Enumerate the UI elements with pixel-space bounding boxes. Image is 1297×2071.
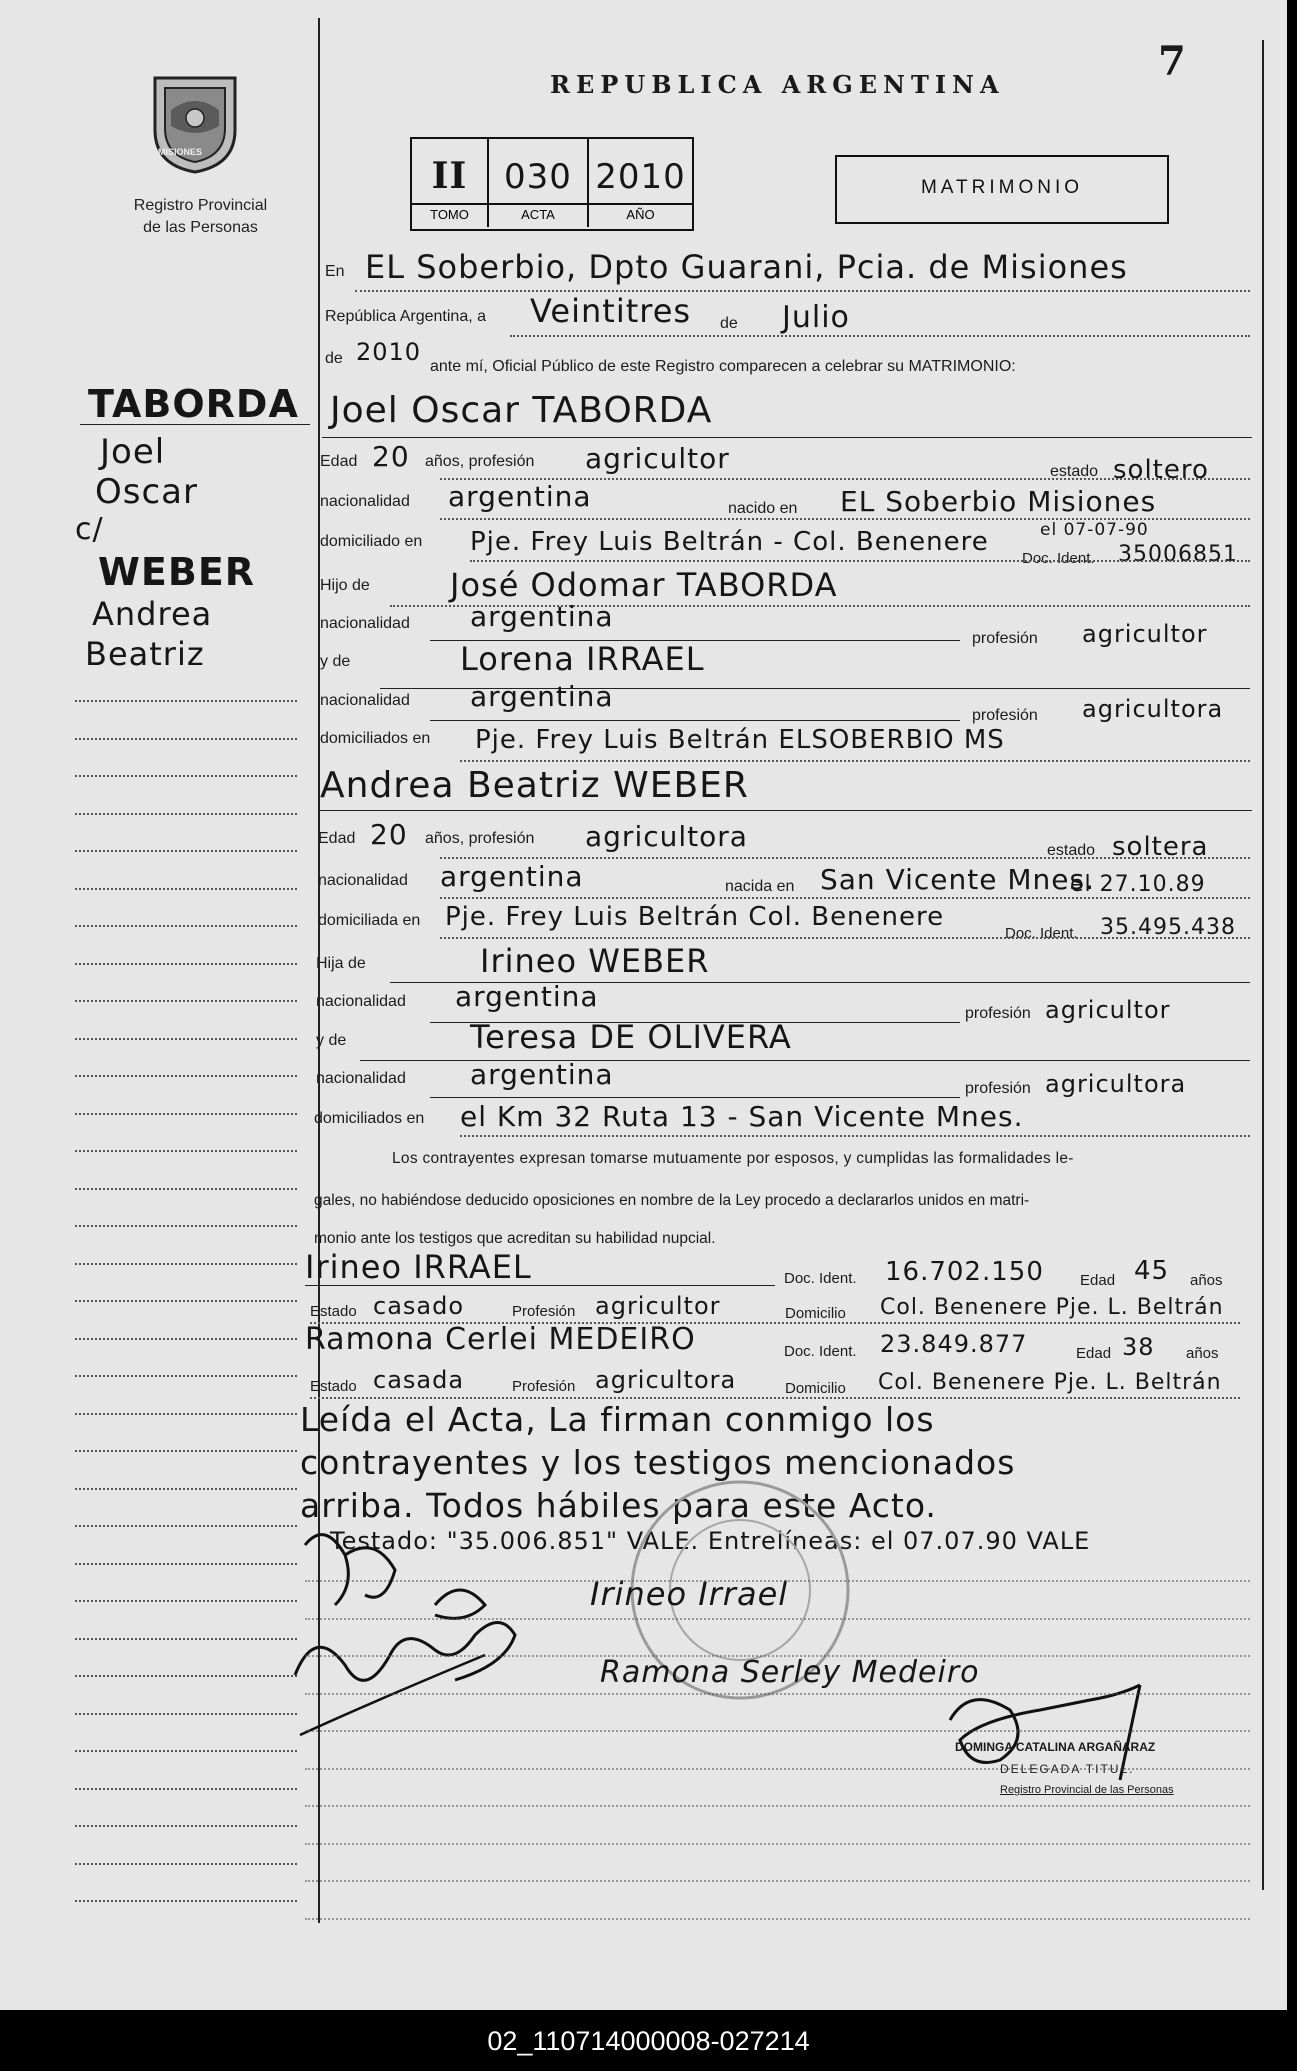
bride-edad-label: Edad bbox=[318, 830, 356, 847]
margin-dotted-line bbox=[75, 1225, 297, 1227]
de-label: de bbox=[720, 315, 738, 332]
bride-address: Pje. Frey Luis Beltrán Col. Benenere bbox=[445, 902, 945, 932]
witness1-doc: 16.702.150 bbox=[885, 1257, 1044, 1287]
groom-profession: agricultor bbox=[585, 442, 730, 475]
tomo-value: II bbox=[431, 155, 468, 197]
body-dotted-line bbox=[305, 1655, 1250, 1657]
witness1-anos-label: años bbox=[1190, 1272, 1223, 1289]
margin-dotted-line bbox=[75, 1113, 297, 1115]
groom-mother-prof-label: profesión bbox=[972, 707, 1038, 724]
bride-mother-prof-label: profesión bbox=[965, 1080, 1031, 1097]
month: Julio bbox=[782, 300, 850, 335]
witness1-edad-label: Edad bbox=[1080, 1272, 1116, 1289]
bride-status: soltera bbox=[1112, 832, 1209, 862]
groom-nationality: argentina bbox=[448, 480, 592, 513]
en-label: En bbox=[325, 263, 345, 280]
body-dotted-line bbox=[305, 1768, 1250, 1770]
body-dotted-line bbox=[305, 1618, 1250, 1620]
margin-dotted-line bbox=[75, 963, 297, 965]
act-type-box bbox=[835, 155, 1169, 224]
bride-doms-label: domiciliados en bbox=[314, 1110, 425, 1127]
witness2-age: 38 bbox=[1122, 1333, 1155, 1361]
day: Veintitres bbox=[530, 292, 692, 330]
groom-doms-label: domiciliados en bbox=[320, 730, 431, 747]
bride-yde-label: y de bbox=[316, 1032, 347, 1049]
intro-text: ante mí, Oficial Público de este Registro comparecen a celebrar su MATRIMONIO: bbox=[430, 358, 1016, 375]
witness2-doc-label: Doc. Ident. bbox=[784, 1343, 857, 1360]
tomo-label: TOMO bbox=[430, 207, 469, 222]
bride-father-prof-label: profesión bbox=[965, 1005, 1031, 1022]
witness1-prof-label: Profesión bbox=[512, 1303, 576, 1320]
closing-line-4: Testado: "35.006.851" VALE. Entrelíneas: el 07.07.90 VALE bbox=[330, 1527, 1091, 1555]
margin-dotted-line bbox=[75, 700, 297, 702]
witness2-estado-label: Estado bbox=[310, 1378, 357, 1395]
witness1-signature: Irineo Irrael bbox=[590, 1575, 789, 1613]
margin-dotted-line bbox=[75, 1863, 297, 1865]
witness2-address: Col. Benenere Pje. L. Beltrán bbox=[878, 1370, 1222, 1395]
witness2-dom-label: Domicilio bbox=[785, 1380, 846, 1397]
margin-dotted-line bbox=[75, 738, 297, 740]
groom-address: Pje. Frey Luis Beltrán - Col. Benenere bbox=[470, 527, 989, 557]
groom-birthdate: el 07-07-90 bbox=[1040, 520, 1149, 540]
margin-dotted-line bbox=[75, 1300, 297, 1302]
bride-mother-profession: agricultora bbox=[1045, 1070, 1187, 1098]
bride-mother-nac-label: nacionalidad bbox=[316, 1070, 406, 1087]
margin-dotted-line bbox=[75, 1413, 297, 1415]
seal-text: MISIONES bbox=[158, 147, 203, 157]
groom-father-nationality: argentina bbox=[470, 600, 614, 633]
year-written: 2010 bbox=[356, 338, 422, 366]
margin-surname-1: TABORDA bbox=[88, 382, 299, 426]
body-dotted-line bbox=[305, 1918, 1250, 1920]
registry-name: Registro Provincial de las Personas bbox=[133, 197, 268, 236]
place: EL Soberbio, Dpto Guarani, Pcia. de Misiones bbox=[365, 248, 1128, 286]
record-box bbox=[410, 137, 694, 231]
groom-mother-profession: agricultora bbox=[1082, 695, 1224, 723]
witness1-name: Irineo IRRAEL bbox=[305, 1248, 532, 1286]
bride-dom-label: domiciliada en bbox=[318, 912, 421, 929]
margin-dotted-line bbox=[75, 850, 297, 852]
groom-hijo-label: Hijo de bbox=[320, 577, 370, 594]
declaration-line-3: monio ante los testigos que acreditan su habilidad nupcial. bbox=[314, 1230, 716, 1247]
groom-yde-label: y de bbox=[320, 653, 351, 670]
acta-value: 030 bbox=[504, 157, 572, 197]
official-title: DELEGADA TITUL. bbox=[1000, 1762, 1135, 1776]
margin-dotted-line bbox=[75, 1525, 297, 1527]
groom-father-prof-label: profesión bbox=[972, 630, 1038, 647]
witness2-name: Ramona Cerlei MEDEIRO bbox=[305, 1322, 696, 1357]
official-name: DOMINGA CATALINA ARGAÑARAZ bbox=[955, 1740, 1156, 1754]
margin-dotted-line bbox=[75, 1488, 297, 1490]
body-dotted-line bbox=[305, 1693, 1250, 1695]
body-dotted-line bbox=[305, 1730, 1250, 1732]
margin-dotted-line bbox=[75, 1188, 297, 1190]
body-dotted-line bbox=[305, 1805, 1250, 1807]
witness2-doc: 23.849.877 bbox=[880, 1330, 1028, 1358]
bride-doc: 35.495.438 bbox=[1100, 915, 1236, 940]
bride-father-nationality: argentina bbox=[455, 980, 599, 1013]
groom-age: 20 bbox=[372, 440, 410, 473]
groom-dom-label: domiciliado en bbox=[320, 533, 423, 550]
bride-birthdate: el 27.10.89 bbox=[1070, 872, 1206, 897]
groom-mother: Lorena IRRAEL bbox=[460, 640, 705, 678]
margin-name-4: Beatriz bbox=[85, 635, 205, 673]
page-number: 7 bbox=[1158, 38, 1186, 85]
groom-mother-nac-label: nacionalidad bbox=[320, 692, 410, 709]
contrayentes-signatures bbox=[285, 1515, 545, 1745]
groom-doc-label: Doc. Ident. bbox=[1022, 550, 1095, 567]
margin-dotted-line bbox=[75, 888, 297, 890]
margin-surname-2: WEBER bbox=[98, 550, 256, 594]
margin-dotted-line bbox=[75, 1788, 297, 1790]
bride-name: Andrea Beatriz WEBER bbox=[320, 765, 749, 806]
witness1-profession: agricultor bbox=[595, 1292, 721, 1320]
bride-hija-label: Hija de bbox=[316, 955, 366, 972]
margin-dotted-line bbox=[75, 1075, 297, 1077]
margin-dotted-line bbox=[75, 1713, 297, 1715]
margin-dotted-line bbox=[75, 1000, 297, 1002]
margin-dotted-line bbox=[75, 1638, 297, 1640]
margin-dotted-line bbox=[75, 775, 297, 777]
margin-dotted-line bbox=[75, 1750, 297, 1752]
year-value: 2010 bbox=[595, 157, 686, 197]
groom-birthplace: EL Soberbio Misiones bbox=[840, 485, 1157, 518]
closing-line-1: Leída el Acta, La firman conmigo los bbox=[300, 1400, 935, 1439]
margin-dotted-line bbox=[75, 1263, 297, 1265]
witness1-address: Col. Benenere Pje. L. Beltrán bbox=[880, 1295, 1224, 1320]
closing-line-3: arriba. Todos hábiles para este Acto. bbox=[300, 1486, 937, 1525]
groom-nac-label: nacionalidad bbox=[320, 493, 410, 510]
margin-dotted-line bbox=[75, 1150, 297, 1152]
acta-label: ACTA bbox=[521, 207, 555, 222]
witness1-doc-label: Doc. Ident. bbox=[784, 1270, 857, 1287]
republic-label: República Argentina, a bbox=[325, 308, 486, 325]
bride-age: 20 bbox=[370, 818, 408, 851]
groom-father-profession: agricultor bbox=[1082, 620, 1208, 648]
bride-profession: agricultora bbox=[585, 820, 748, 853]
margin-dotted-line bbox=[75, 1900, 297, 1902]
groom-father-nac-label: nacionalidad bbox=[320, 615, 410, 632]
witness2-prof-label: Profesión bbox=[512, 1378, 576, 1395]
body-dotted-line bbox=[305, 1843, 1250, 1845]
bride-father-nac-label: nacionalidad bbox=[316, 993, 406, 1010]
margin-dotted-line bbox=[75, 1675, 297, 1677]
witness1-status: casado bbox=[373, 1292, 465, 1320]
groom-doc: 35006851 bbox=[1118, 542, 1238, 567]
act-type: MATRIMONIO bbox=[920, 177, 1084, 198]
margin-conj: c/ bbox=[75, 512, 104, 547]
seal-logo bbox=[145, 70, 245, 175]
year-prefix: de bbox=[325, 350, 343, 367]
right-border bbox=[1262, 40, 1264, 1890]
witness1-age: 45 bbox=[1134, 1256, 1170, 1286]
margin-dotted-line bbox=[75, 925, 297, 927]
margin-dotted-line bbox=[75, 1038, 297, 1040]
country-title: REPUBLICA ARGENTINA bbox=[550, 70, 1005, 99]
margin-dotted-line bbox=[75, 1338, 297, 1340]
bride-parents-address: el Km 32 Ruta 13 - San Vicente Mnes. bbox=[460, 1100, 1024, 1133]
bride-father: Irineo WEBER bbox=[480, 942, 710, 980]
margin-dotted-line bbox=[75, 1450, 297, 1452]
margin-dotted-line bbox=[75, 1600, 297, 1602]
bride-prof-label: años, profesión bbox=[425, 830, 535, 847]
witness1-dom-label: Domicilio bbox=[785, 1305, 846, 1322]
bride-nationality: argentina bbox=[440, 860, 584, 893]
year-label: AÑO bbox=[626, 207, 655, 222]
groom-father: José Odomar TABORDA bbox=[450, 566, 838, 604]
groom-nacido-label: nacido en bbox=[728, 500, 798, 517]
witness2-signature: Ramona Serley Medeiro bbox=[600, 1655, 980, 1690]
bride-father-profession: agricultor bbox=[1045, 996, 1171, 1024]
witness2-status: casada bbox=[373, 1366, 465, 1394]
witness1-estado-label: Estado bbox=[310, 1303, 357, 1320]
body-dotted-line bbox=[305, 1580, 1250, 1582]
bride-doc-label: Doc. Ident. bbox=[1005, 925, 1078, 942]
margin-name-2: Oscar bbox=[95, 472, 198, 512]
bride-birthplace: San Vicente Mnes. bbox=[820, 863, 1095, 896]
groom-estado-label: estado bbox=[1050, 463, 1099, 480]
groom-edad-label: Edad bbox=[320, 453, 358, 470]
witness2-edad-label: Edad bbox=[1076, 1345, 1112, 1362]
groom-parents-address: Pje. Frey Luis Beltrán ELSOBERBIO MS bbox=[475, 725, 1005, 755]
document-id-footer: 02_110714000008-027214 bbox=[0, 2012, 1297, 2071]
margin-dotted-line bbox=[75, 1563, 297, 1565]
margin-dotted-line bbox=[75, 1825, 297, 1827]
groom-status: soltero bbox=[1113, 455, 1209, 485]
bride-nac-label: nacionalidad bbox=[318, 872, 408, 889]
margin-dotted-line bbox=[75, 813, 297, 815]
groom-prof-label: años, profesión bbox=[425, 453, 535, 470]
body-dotted-line bbox=[305, 1880, 1250, 1882]
margin-name-1: Joel bbox=[100, 432, 166, 472]
witness2-anos-label: años bbox=[1186, 1345, 1219, 1362]
margin-dotted-line bbox=[75, 1375, 297, 1377]
groom-mother-nationality: argentina bbox=[470, 680, 614, 713]
witness2-profession: agricultora bbox=[595, 1366, 737, 1394]
official-office: Registro Provincial de las Personas bbox=[1000, 1784, 1174, 1796]
declaration-line-2: gales, no habiéndose deducido oposiciones en nombre de la Ley procedo a declararlos unidos en matri- bbox=[314, 1192, 1030, 1209]
bride-mother: Teresa DE OLIVERA bbox=[470, 1018, 792, 1056]
groom-name: Joel Oscar TABORDA bbox=[330, 390, 713, 431]
bride-mother-nationality: argentina bbox=[470, 1058, 614, 1091]
declaration-line-1: Los contrayentes expresan tomarse mutuamente por esposos, y cumplidas las formalidades le- bbox=[392, 1150, 1074, 1167]
bride-estado-label: estado bbox=[1047, 842, 1096, 859]
margin-name-3: Andrea bbox=[92, 595, 213, 633]
closing-line-2: contrayentes y los testigos mencionados bbox=[300, 1443, 1016, 1482]
bride-nacida-label: nacida en bbox=[725, 878, 795, 895]
